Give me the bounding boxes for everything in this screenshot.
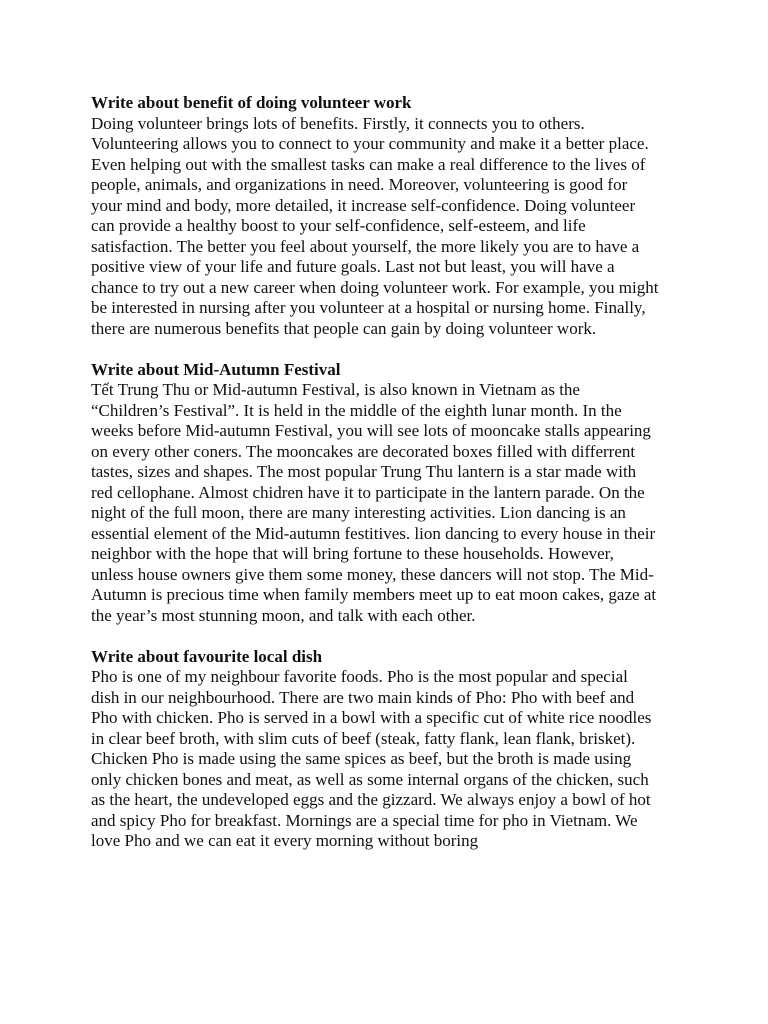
paragraph-line: the year’s most stunning moon, and talk with each other. [91,605,476,625]
paragraph-line: there are numerous benefits that people can gain by doing volunteer work. [91,318,597,338]
section-favourite-local-dish [91,647,691,852]
paragraph-line: as the heart, the undeveloped eggs and the gizzard. We always enjoy a bowl of hot [91,790,651,809]
paragraph-line: “Children’s Festival”. It is held in the middle of the eighth lunar month. In the [91,400,622,420]
paragraph-line: Tết Trung Thu or Mid-autumn Festival, is also known in Vietnam as the [91,380,580,399]
paragraph-line: Chicken Pho is made using the same spices as beef, but the broth is made using [91,749,632,768]
paragraph-line: love Pho and we can eat it every morning without boring [91,831,479,850]
section-title: Write about favourite local dish [91,646,323,666]
paragraph-line: Even helping out with the smallest tasks can make a real difference to the lives of [91,154,646,174]
paragraph-line: Pho is one of my neighbour favorite foods. Pho is the most popular and special [91,667,628,686]
paragraph-line: Pho with chicken. Pho is served in a bowl with a specific cut of white rice noodles [91,708,652,727]
document-body [91,93,691,872]
paragraph-line: and spicy Pho for breakfast. Mornings are a special time for pho in Vietnam. We [91,810,638,830]
paragraph-line: Volunteering allows you to connect to your community and make it a better place. [91,134,649,153]
paragraph-line: unless house owners give them some money, these dancers will not stop. The Mid- [91,564,654,584]
paragraph-line: neighbor with the hope that will bring fortune to these households. However, [91,544,614,563]
paragraph-line: Autumn is precious time when family members meet up to eat moon cakes, gaze at [91,585,657,604]
paragraph-line: Doing volunteer brings lots of benefits. Firstly, it connects you to others. [91,113,585,133]
paragraph-line: positive view of your life and future goals. Last not but least, you will have a [91,257,615,276]
paragraph-line: red cellophane. Almost chidren have it to participate in the lantern parade. On the [91,482,645,502]
section-title: Write about Mid-Autumn Festival [91,359,341,379]
paragraph-line: satisfaction. The better you feel about yourself, the more likely you are to have a [91,236,640,256]
paragraph-line: in clear beef broth, with slim cuts of beef (steak, fatty flank, lean flank, brisket). [91,728,636,748]
section-title: Write about benefit of doing volunteer work [91,93,412,112]
paragraph-line: on every other coners. The mooncakes are decorated boxes filled with differrent [91,441,636,461]
paragraph-line: your mind and body, more detailed, it increase self-confidence. Doing volunteer [91,195,636,215]
section-mid-autumn-festival [91,360,691,627]
section-volunteer-work [91,93,691,339]
paragraph-line: chance to try out a new career when doing volunteer work. For example, you might [91,277,659,297]
paragraph-line: tastes, sizes and shapes. The most popular Trung Thu lantern is a star made with [91,462,637,481]
paragraph-line: only chicken bones and meat, as well as some internal organs of the chicken, such [91,769,649,789]
paragraph-line: essential element of the Mid-autumn festitives. lion dancing to every house in their [91,523,656,543]
paragraph-line: can provide a healthy boost to your self-confidence, self-esteem, and life [91,216,586,235]
paragraph-line: night of the full moon, there are many interesting activities. Lion dancing is an [91,503,626,522]
paragraph-line: weeks before Mid-autumn Festival, you will see lots of mooncake stalls appearing [91,421,651,440]
paragraph-line: dish in our neighbourhood. There are two main kinds of Pho: Pho with beef and [91,687,635,707]
paragraph-line: be interested in nursing after you volunteer at a hospital or nursing home. Finally, [91,298,646,317]
paragraph-line: people, animals, and organizations in need. Moreover, volunteering is good for [91,175,628,194]
